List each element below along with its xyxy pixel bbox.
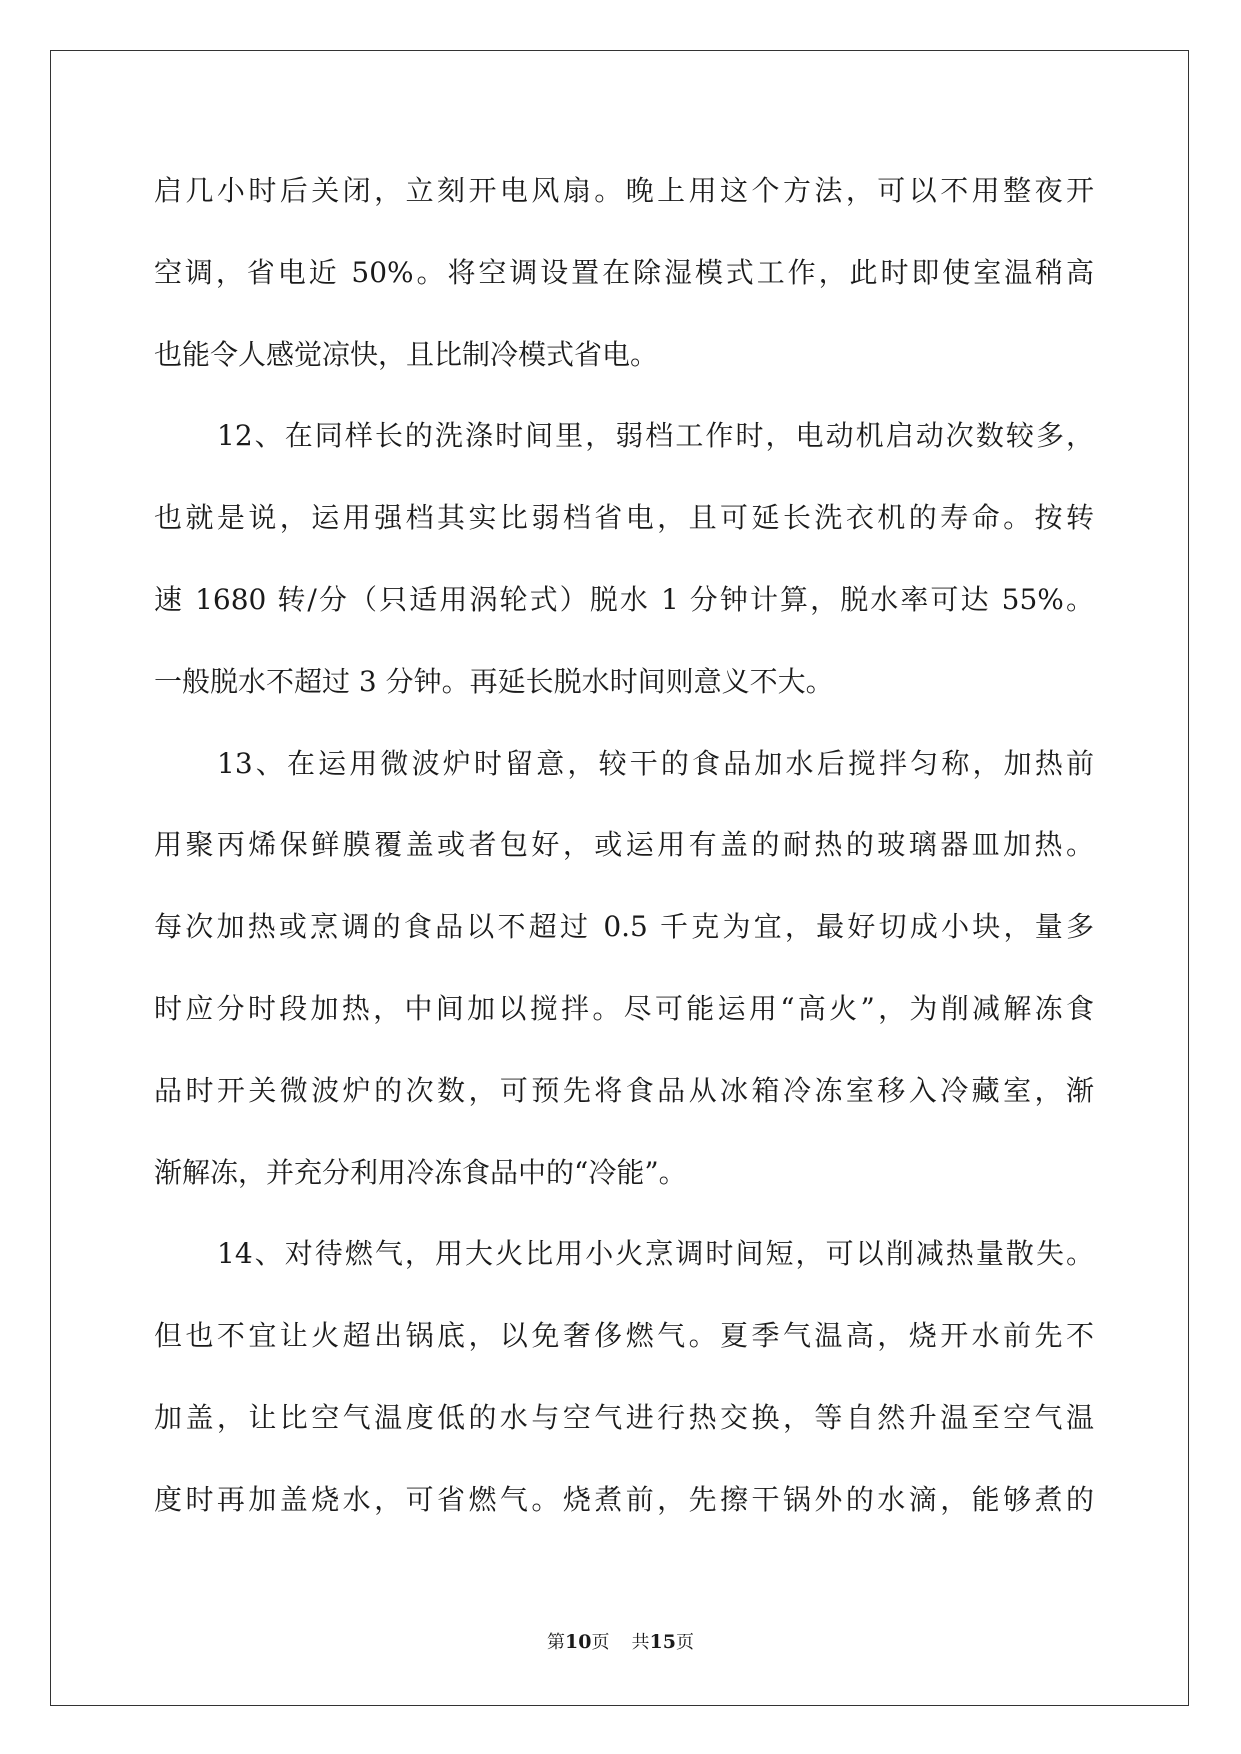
- text-line: 也能令人感觉凉快，且比制冷模式省电。: [154, 337, 659, 371]
- text-line: 空调，省电近 50%。将空调设置在除湿模式工作，此时即使室温稍高: [154, 255, 1094, 289]
- text-line: 度时再加盖烧水，可省燃气。烧煮前，先擦干锅外的水滴，能够煮的: [154, 1482, 1094, 1516]
- paragraph-first-line: 12、在同样长的洗涤时间里，弱档工作时，电动机启动次数较多，: [217, 419, 1094, 453]
- total-label-prefix: 共: [631, 1632, 650, 1653]
- total-label-suffix: 页: [675, 1632, 694, 1653]
- total-pages: 15: [649, 1631, 676, 1653]
- text-line: 时应分时段加热，中间加以搅拌。尽可能运用“高火”，为削减解冻食: [154, 991, 1094, 1025]
- page-footer: [0, 1628, 1241, 1657]
- text-line: 但也不宜让火超出锅底，以免奢侈燃气。夏季气温高，烧开水前先不: [154, 1319, 1094, 1353]
- text-line: 用聚丙烯保鲜膜覆盖或者包好，或运用有盖的耐热的玻璃器皿加热。: [154, 828, 1094, 862]
- text-line: 速 1680 转/分（只适用涡轮式）脱水 1 分钟计算，脱水率可达 55%。: [154, 582, 1094, 616]
- text-line: 渐解冻，并充分利用冷冻食品中的“冷能”。: [154, 1155, 687, 1189]
- page-label-prefix: 第: [547, 1632, 566, 1653]
- text-line: 品时开关微波炉的次数，可预先将食品从冰箱冷冻室移入冷藏室，渐: [154, 1073, 1094, 1107]
- page-label-suffix: 页: [591, 1632, 610, 1653]
- page-number: 10: [565, 1631, 592, 1653]
- text-line: 也就是说，运用强档其实比弱档省电，且可延长洗衣机的寿命。按转: [154, 501, 1094, 535]
- text-line: 每次加热或烹调的食品以不超过 0.5 千克为宜，最好切成小块，量多: [154, 910, 1094, 944]
- paragraph-first-line: 14、对待燃气，用大火比用小火烹调时间短，可以削减热量散失。: [217, 1237, 1094, 1271]
- text-line: 启几小时后关闭，立刻开电风扇。晚上用这个方法，可以不用整夜开: [154, 174, 1094, 207]
- text-line: 加盖，让比空气温度低的水与空气进行热交换，等自然升温至空气温: [154, 1400, 1094, 1434]
- text-line: 一般脱水不超过 3 分钟。再延长脱水时间则意义不大。: [154, 664, 834, 698]
- document-body: [154, 150, 1094, 1541]
- paragraph-first-line: 13、在运用微波炉时留意，较干的食品加水后搅拌匀称，加热前: [217, 746, 1094, 780]
